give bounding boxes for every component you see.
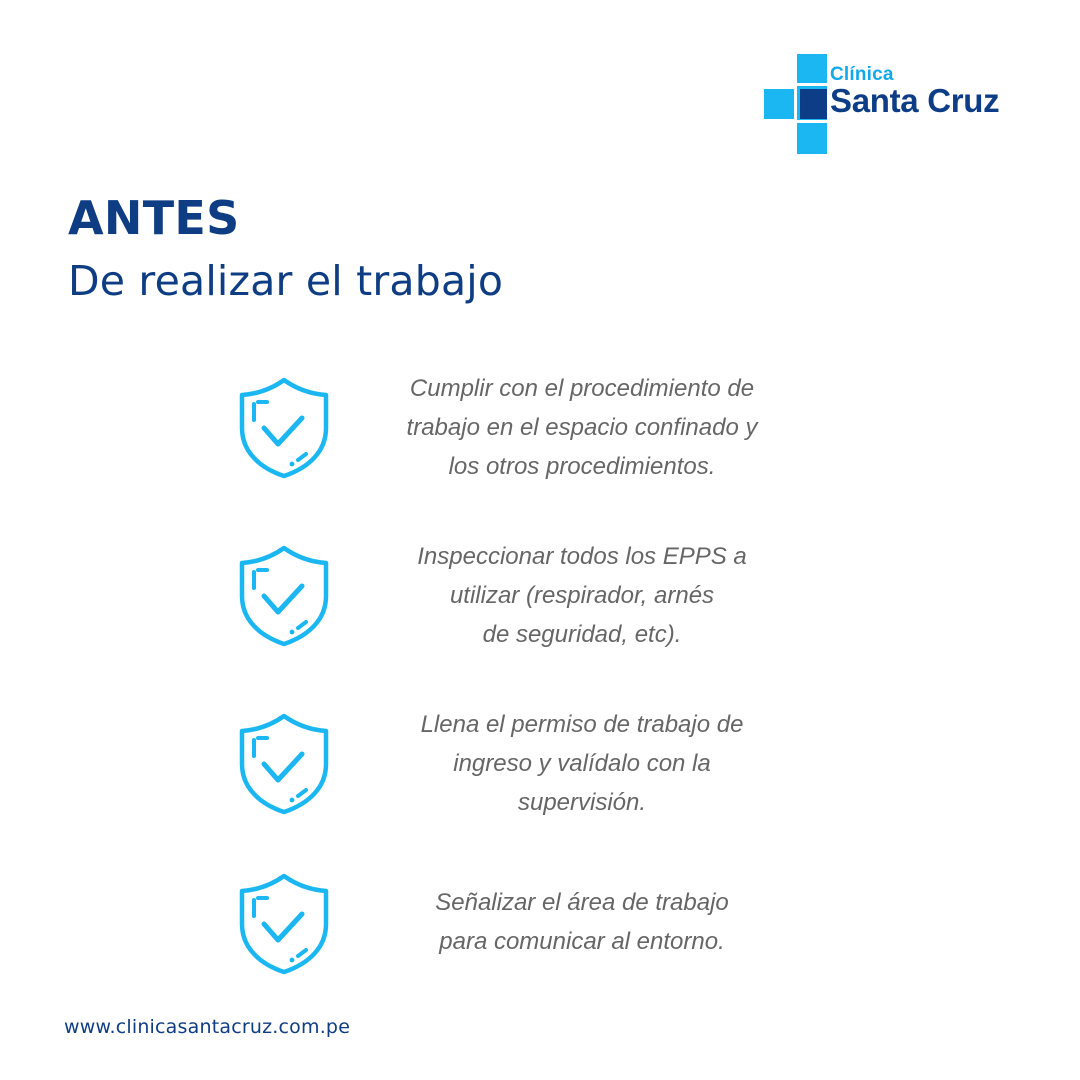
item-text: Cumplir con el procedimiento de trabajo en el espacio confinado y los otros procedimientos. xyxy=(406,375,758,480)
item-text: Llena el permiso de trabajo de ingreso y valídalo con la supervisión. xyxy=(420,711,744,816)
shield-check-icon xyxy=(236,376,332,480)
page-title: ANTES xyxy=(68,191,240,245)
shield-check-icon xyxy=(236,544,332,648)
website-url: www.clinicasantacruz.com.pe xyxy=(64,1016,351,1038)
page-subtitle: De realizar el trabajo xyxy=(68,257,504,305)
brand-logo xyxy=(764,54,1044,154)
brand-name-top: Clínica xyxy=(830,64,894,85)
shield-check-icon xyxy=(236,712,332,816)
brand-name-bottom: Santa Cruz xyxy=(830,82,1000,119)
shield-check-icon xyxy=(236,872,332,976)
item-text: Inspeccionar todos los EPPS a utilizar (respirador, arnés de seguridad, etc). xyxy=(417,543,747,648)
item-text: Señalizar el área de trabajo para comunicar al entorno. xyxy=(435,889,729,955)
cross-logo-icon xyxy=(764,54,834,154)
